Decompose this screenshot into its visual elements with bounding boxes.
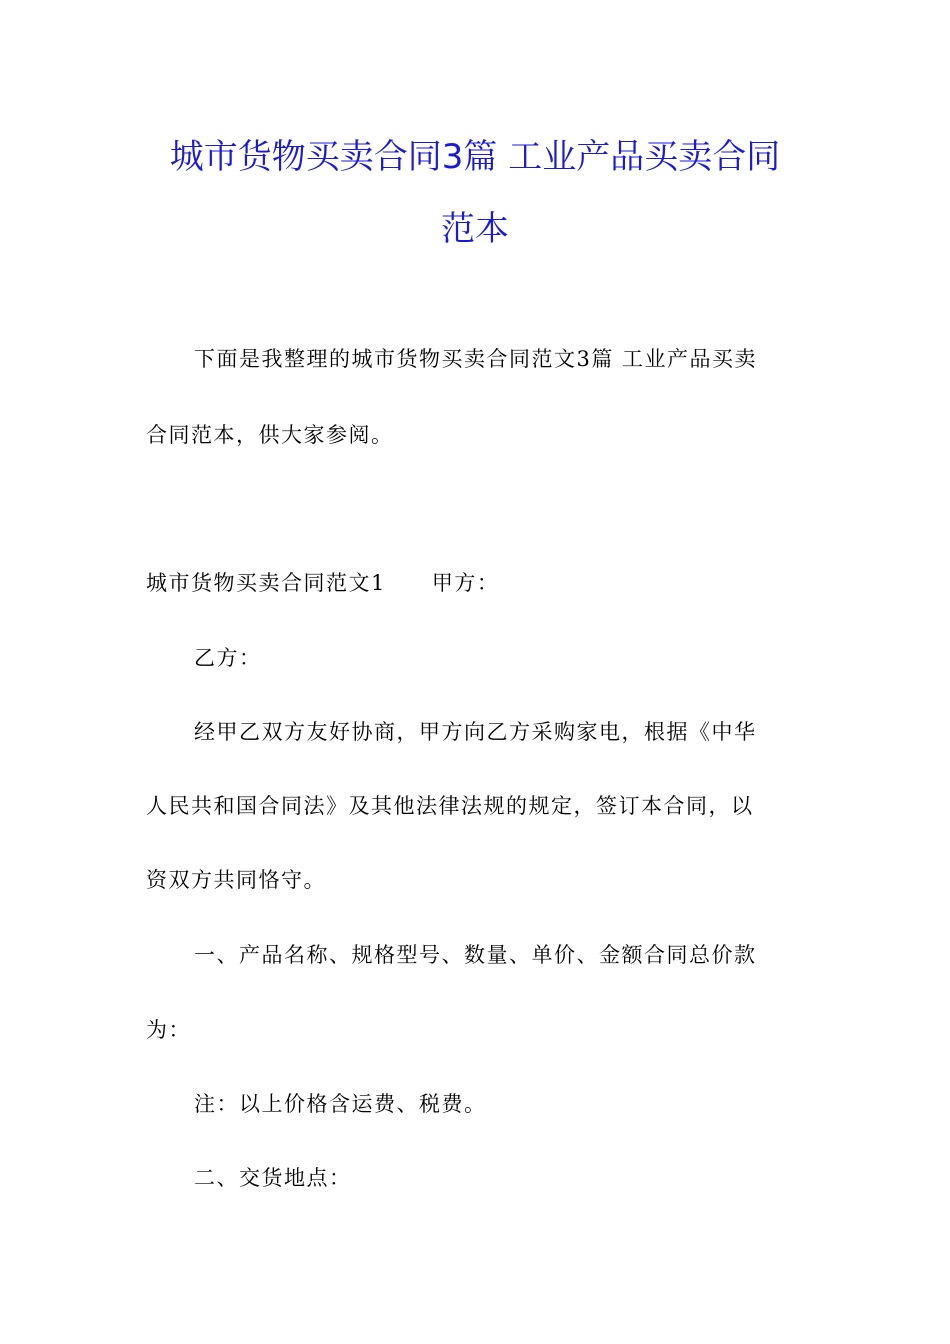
clause-1-line-2: 为： [146,1018,191,1042]
intro-paragraph-line-2: 合同范本，供大家参阅。 [146,423,394,447]
paragraph-1-line-2: 人民共和国合同法》及其他法律法规的规定，签订本合同，以 [146,794,754,818]
intro-paragraph-line-1: 下面是我整理的城市货物买卖合同范文3篇 工业产品买卖 [194,347,758,371]
document-title-line-1: 城市货物买卖合同3篇 工业产品买卖合同 [169,137,781,177]
party-a-label: 甲方： [431,571,500,595]
document-title-line-2: 范本 [441,209,509,249]
clause-2-heading: 二、交货地点： [194,1166,352,1190]
sample-heading: 城市货物买卖合同范文1 [146,571,386,595]
sample-heading-row [146,573,499,594]
paragraph-1-line-1: 经甲乙双方友好协商，甲方向乙方采购家电，根据《中华 [194,720,757,744]
price-note: 注：以上价格含运费、税费。 [194,1092,487,1116]
clause-1-line-1: 一、产品名称、规格型号、数量、单价、金额合同总价款 [194,943,757,967]
party-b-label: 乙方： [194,646,262,670]
paragraph-1-line-3: 资双方共同恪守。 [146,868,326,892]
